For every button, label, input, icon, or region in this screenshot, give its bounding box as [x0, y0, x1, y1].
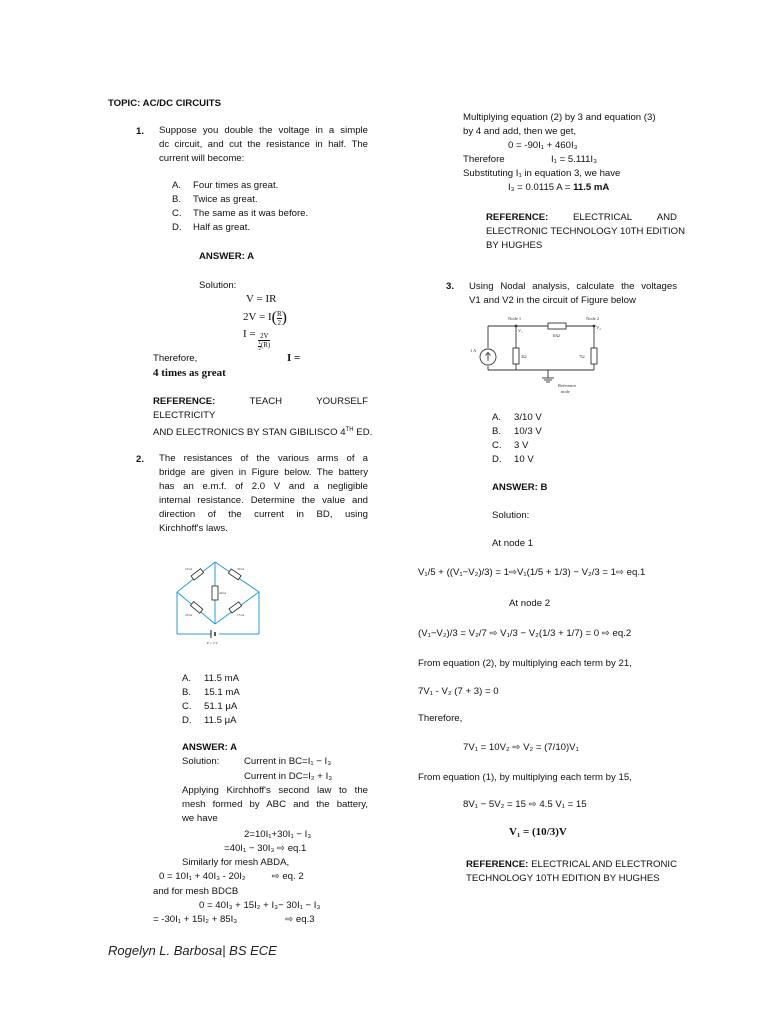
from-equation-2: From equation (2), by multiplying each term by 21, — [418, 658, 632, 669]
bridge-label-30: 30 Ω — [237, 567, 244, 571]
r7-label: 7Ω — [579, 354, 585, 359]
question-2-choices — [182, 672, 240, 728]
multiply-line-1: Multiplying equation (2) by 3 and equation (3) — [463, 112, 656, 123]
equation-3: = -30I₁ + 15I₂ + 85I₃ ⇨ eq.3 — [153, 914, 315, 925]
question-1-text: Suppose you double the voltage in a simple dc circuit, and cut the resistance in half. The current will become: — [159, 125, 368, 164]
final-v1: V₁ = (10/3)V — [509, 826, 567, 838]
equation-v2: 7V₁ = 10V₂ ⇨ V₂ = (7/10)V₁ — [463, 742, 579, 753]
question-3-choices — [492, 411, 542, 467]
node-2-equation: (V₁−V₂)/3 = V₂/7 ⇨ V₁/3 − V₂(1/3 + 1/7) = 0 ⇨ eq.2 — [418, 628, 632, 639]
choice-d: D. 11.5 μA — [182, 715, 237, 726]
nodal-circuit-figure — [466, 314, 602, 410]
question-3-text: Using Nodal analysis, calculate the voltages V1 and V2 in the circuit of Figure below — [469, 281, 677, 306]
i1-relation: I₁ = 5.111I₃ — [551, 154, 597, 165]
kirchhoff-text: Applying Kirchhoff's second law to the mesh formed by ABC and the battery, we have — [182, 785, 368, 824]
choice-a: A. 11.5 mA — [182, 673, 240, 684]
v2-label: V₂ — [596, 325, 601, 330]
equation-8v1: 8V₁ − 5V₂ = 15 ⇨ 4.5 V₁ = 15 — [463, 799, 587, 810]
equation-2: 0 = 10I₁ + 40I₃ - 20I₂ ⇨ eq. 2 — [159, 871, 304, 882]
equation-mesh-abc: 2=10I₁+30I₁ − I₃ — [244, 829, 312, 840]
question-2-number: 2. — [136, 454, 145, 465]
r10-label: 10Ω — [552, 333, 560, 338]
mesh-bdcb-label: and for mesh BDCB — [153, 886, 239, 897]
choice-b: B. 15.1 mA — [182, 687, 240, 698]
choice-d: D. Half as great. — [172, 222, 251, 233]
mesh-abda-label: Similarly for mesh ABDA, — [182, 857, 290, 868]
equation-ohms-law: V = IR — [246, 293, 277, 305]
question-1-reference: REFERENCE: TEACH YOURSELF ELECTRICITY AND ELECTRONICS BY STAN GIBILISCO 4TH ED. — [153, 396, 373, 439]
choice-c: C. 3 V — [492, 440, 529, 451]
question-1-choices — [172, 179, 308, 235]
question-1-answer: ANSWER: A — [199, 251, 255, 262]
therefore-label: Therefore, — [153, 353, 198, 364]
reference-node-label-2: node — [561, 389, 570, 394]
choice-c: C. 51.1 μA — [182, 701, 238, 712]
current-dc: Current in DC=I₂ + I₃ — [244, 771, 333, 782]
question-2-text: The resistances of the various arms of a bridge are given in Figure below. The battery has an e.m.f. of 2.0 V and a negligible internal resistance. Determine the value and direction of the current in BD, using Kirchhoff's laws. — [159, 453, 368, 534]
equation-7v1: 7V₁ - V₂ (7 + 3) = 0 — [418, 686, 499, 697]
choice-a: A. 3/10 V — [492, 412, 542, 423]
v1-label: V₁ — [518, 328, 523, 333]
equation-mesh-bdcb: 0 = 40I₃ + 15I₂ + I₃− 30I₁ − I₃ — [199, 900, 321, 911]
choice-b: B. 10/3 V — [492, 426, 542, 437]
therefore-result: 4 times as great — [153, 367, 226, 379]
reference-node-label: Reference — [558, 383, 577, 388]
multiply-line-2: by 4 and add, then we get, — [463, 126, 577, 137]
bridge-label-20: 20 Ω — [185, 613, 192, 617]
current-bc: Current in BC=I₁ − I₃ — [244, 756, 332, 767]
equation-current: I = 2V $\frac{1}{2}$ (R) — [243, 328, 271, 352]
choice-c: C. The same as it was before. — [172, 208, 309, 219]
bridge-label-emf: E = 2 V — [207, 641, 218, 645]
therefore-current: I = — [287, 352, 301, 364]
combined-equation: 0 = -90I₁ + 460I₃ — [508, 140, 578, 151]
choice-b: B. Twice as great. — [172, 194, 258, 205]
footer-author: Rogelyn L. Barbosa| BS ECE — [108, 943, 277, 958]
question-1-solution-label: Solution: — [199, 280, 237, 291]
therefore-label-2: Therefore — [463, 154, 505, 165]
therefore-label-3: Therefore, — [418, 713, 463, 724]
substituting-text: Substituting I₁ in equation 3, we have — [463, 168, 621, 179]
node-2-label: Node 2 — [586, 316, 600, 321]
choice-d: D. 10 V — [492, 454, 534, 465]
question-3-reference: REFERENCE: ELECTRICAL AND ELECTRONIC TECHNOLOGY 10TH EDITION BY HUGHES — [466, 859, 677, 884]
topic-heading: TOPIC: AC/DC CIRCUITS — [108, 98, 221, 109]
r3-label: 3Ω — [521, 354, 527, 359]
question-1-number: 1. — [136, 126, 145, 137]
question-2-answer: ANSWER: A — [182, 742, 238, 753]
equation-2v: 2V = I( $\frac{R}{2}$ ) — [243, 309, 287, 327]
node-2-heading: At node 2 — [509, 598, 551, 609]
source-label: 1 A — [470, 348, 477, 353]
bridge-label-10: 10 Ω — [185, 567, 192, 571]
question-3-solution-label: Solution: — [492, 510, 530, 521]
node-1-equation: V₁/5 + ((V₁−V₂)/3) = 1⇨V₁(1/5 + 1/3) − V₂/3 = 1⇨ eq.1 — [418, 567, 646, 578]
i3-result: I₃ = 0.0115 A = 11.5 mA — [508, 182, 610, 193]
choice-a: A. Four times as great. — [172, 180, 279, 191]
bridge-label-15: 15 Ω — [237, 613, 244, 617]
bridge-label-40: 40 Ω — [219, 591, 226, 595]
node-1-label: Node 1 — [508, 316, 522, 321]
equation-1: =40I₁ − 30I₃ ⇨ eq.1 — [224, 843, 307, 854]
question-3-number: 3. — [446, 281, 455, 292]
node-1-heading: At node 1 — [492, 538, 534, 549]
question-3-answer: ANSWER: B — [492, 482, 548, 493]
bridge-circuit-figure — [171, 556, 269, 645]
from-equation-1: From equation (1), by multiplying each term by 15, — [418, 772, 632, 783]
question-2-solution-label: Solution: — [182, 756, 220, 767]
question-2-reference: REFERENCE: ELECTRICAL AND ELECTRONIC TECHNOLOGY 10TH EDITION BY HUGHES — [486, 212, 686, 251]
